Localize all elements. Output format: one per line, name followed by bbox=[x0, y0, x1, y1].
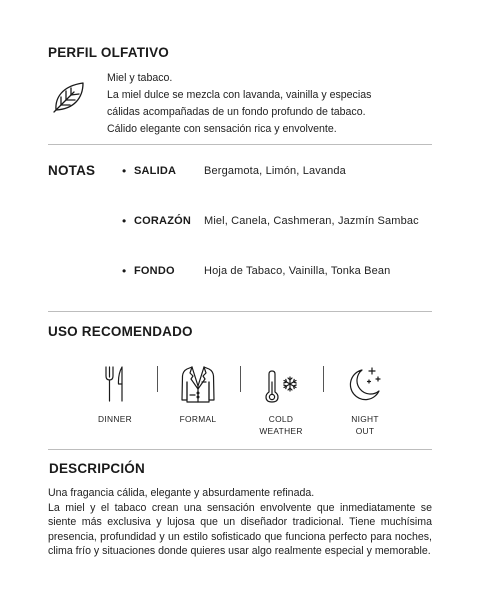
bullet: • bbox=[122, 214, 127, 228]
leaf-icon bbox=[52, 80, 86, 114]
perfil-line: Miel y tabaco. bbox=[107, 72, 173, 84]
perfil-line: Cálido elegante con sensación rica y envolvente. bbox=[107, 123, 337, 135]
uso-label: COLD WEATHER bbox=[259, 414, 303, 436]
descripcion-body: La miel y el tabaco crean una sensación envolvente que inmediatamente se siente más exclusiva y lujosa que un diseñador tradicional. Tiene muchísima presencia, profundidad y un estilo sofisticado que funciona perfecto para noches, clima frío y situaciones donde quieres usar algo realmente especial y memorable. bbox=[48, 501, 432, 558]
note-label: CORAZÓN bbox=[134, 215, 192, 227]
bullet: • bbox=[122, 264, 127, 278]
note-value: Bergamota, Limón, Lavanda bbox=[204, 165, 346, 177]
divider bbox=[48, 144, 432, 145]
uso-label: DINNER bbox=[98, 414, 132, 424]
note-label: SALIDA bbox=[134, 165, 177, 177]
perfil-olfativo-heading: PERFIL OLFATIVO bbox=[48, 45, 170, 60]
uso-item-formal bbox=[158, 364, 238, 425]
divider bbox=[48, 449, 432, 450]
fork-knife-icon bbox=[103, 364, 127, 404]
perfil-description bbox=[107, 70, 437, 138]
uso-item-dinner bbox=[75, 364, 155, 425]
uso-recomendado-heading: USO RECOMENDADO bbox=[48, 324, 193, 339]
uso-item-night-out bbox=[325, 364, 405, 437]
thermometer-snowflake-icon bbox=[261, 364, 301, 404]
notas-heading: NOTAS bbox=[48, 163, 96, 178]
note-value: Hoja de Tabaco, Vainilla, Tonka Bean bbox=[204, 265, 391, 277]
uso-label: NIGHT OUT bbox=[351, 414, 379, 436]
descripcion-heading: DESCRIPCIÓN bbox=[49, 461, 145, 476]
perfil-line: cálidas acompañadas de un fondo profundo de tabaco. bbox=[107, 106, 366, 118]
note-label: FONDO bbox=[134, 265, 175, 277]
uso-label: FORMAL bbox=[179, 414, 217, 424]
separator bbox=[323, 366, 324, 392]
uso-item-cold-weather bbox=[241, 364, 321, 437]
blazer-icon bbox=[180, 364, 216, 404]
note-value: Miel, Canela, Cashmeran, Jazmín Sambac bbox=[204, 215, 419, 227]
bullet: • bbox=[122, 164, 127, 178]
descripcion-intro: Una fragancia cálida, elegante y absurdamente refinada. bbox=[48, 487, 315, 499]
descripcion-text bbox=[48, 486, 432, 559]
moon-stars-icon bbox=[345, 364, 385, 404]
divider bbox=[48, 311, 432, 312]
perfil-line: La miel dulce se mezcla con lavanda, vainilla y especias bbox=[107, 89, 372, 101]
